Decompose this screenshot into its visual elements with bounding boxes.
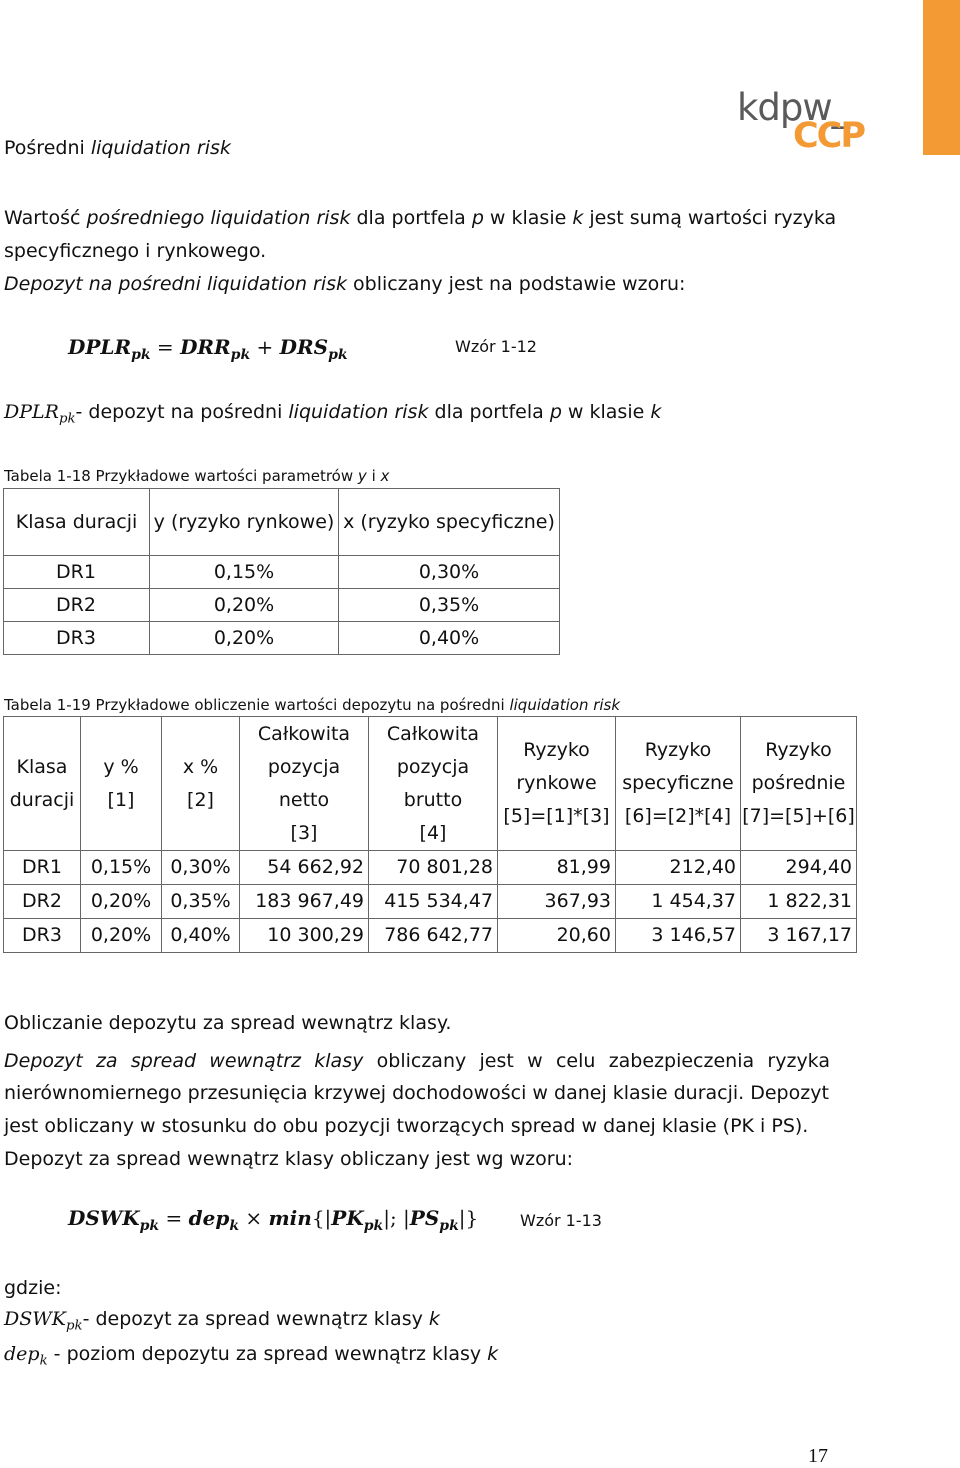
cell: 81,99: [498, 851, 616, 885]
cell: 0,40%: [339, 622, 560, 655]
cell: 70 801,28: [369, 851, 498, 885]
table-header-row: [4, 489, 560, 556]
formula-dswk: $DSWK_{pk} = dep_k \times \min\{|PK_{pk}|$; $|PS_{pk}|$}: [68, 1206, 479, 1234]
definition-dplr: $DPLR_{pk}-$ depozyt na pośredni liquidation risk dla portfela p w klasie k: [4, 401, 662, 427]
cell: 0,15%: [150, 556, 339, 589]
calculation-table: [3, 716, 857, 953]
cell: 1 822,31: [741, 885, 857, 919]
cell: 0,35%: [162, 885, 240, 919]
cell: DR1: [4, 556, 150, 589]
table-row: [4, 851, 857, 885]
cell: 20,60: [498, 919, 616, 953]
header-cell: Całkowita pozycja netto [3]: [240, 717, 369, 851]
cell: 212,40: [616, 851, 741, 885]
where-label: gdzie:: [4, 1277, 62, 1299]
header-cell: Klasa duracji: [4, 489, 150, 556]
cell: DR2: [4, 589, 150, 622]
cell: 10 300,29: [240, 919, 369, 953]
cell: 0,30%: [162, 851, 240, 885]
paragraph-2: Depozyt na pośredni liquidation risk obliczany jest na podstawie wzoru:: [4, 273, 686, 295]
definition-dep: dep$_k$ - poziom depozytu za spread wewnątrz klasy k: [4, 1343, 499, 1369]
table-caption-1-18: Tabela 1-18 Przykładowe wartości parametrów y i x: [4, 467, 390, 485]
table-caption-1-19: Tabela 1-19 Przykładowe obliczenie wartości depozytu na pośredni liquidation risk: [4, 696, 621, 714]
paragraph-1-line2: specyficznego i rynkowego.: [4, 240, 267, 262]
cell: 0,20%: [150, 589, 339, 622]
brand-color-bar: [923, 0, 960, 155]
section-heading: Pośredni liquidation risk: [4, 137, 231, 159]
cell: 415 534,47: [369, 885, 498, 919]
table-row: [4, 885, 857, 919]
table-row: [4, 556, 560, 589]
ccp-logo-text: CCP: [793, 116, 865, 156]
section-2-line1: Depozyt za spread wewnątrz klasy obliczany jest w celu zabezpieczenia ryzyka: [4, 1050, 830, 1072]
cell: DR3: [4, 919, 81, 953]
header-cell: Ryzyko specyficzne [6]=[2]*[4]: [616, 717, 741, 851]
formula-label-1-12: Wzór 1-12: [455, 337, 537, 356]
table-row: [4, 919, 857, 953]
cell: 0,15%: [81, 851, 162, 885]
cell: 54 662,92: [240, 851, 369, 885]
cell: 3 167,17: [741, 919, 857, 953]
table-row: [4, 622, 560, 655]
section-2-line3: jest obliczany w stosunku do obu pozycji tworzących spread w danej klasie (PK i PS).: [4, 1115, 809, 1137]
page-number: 17: [808, 1445, 828, 1467]
header-cell: y % [1]: [81, 717, 162, 851]
header-cell: Ryzyko pośrednie [7]=[5]+[6]: [741, 717, 857, 851]
cell: 183 967,49: [240, 885, 369, 919]
table-row: [4, 589, 560, 622]
paragraph-1: Wartość pośredniego liquidation risk dla portfela p w klasie k jest sumą wartości ryzyka: [4, 207, 837, 229]
cell: DR2: [4, 885, 81, 919]
cell: 3 146,57: [616, 919, 741, 953]
definition-dswk: $DSWK_{pk}-$ depozyt za spread wewnątrz klasy k: [4, 1308, 440, 1334]
section-2-line2: nierównomiernego przesunięcia krzywej dochodowości w danej klasie duracji. Depozyt: [4, 1082, 829, 1104]
cell: 367,93: [498, 885, 616, 919]
table-header-row: [4, 717, 857, 851]
cell: 0,20%: [81, 885, 162, 919]
header-cell: Klasa duracji: [4, 717, 81, 851]
section-2-heading: Obliczanie depozytu za spread wewnątrz klasy.: [4, 1012, 452, 1034]
cell: 294,40: [741, 851, 857, 885]
parameters-table: [3, 488, 560, 655]
formula-dplr: $DPLR_{pk} = DRR_{pk} + DRS_{pk}$: [68, 335, 348, 363]
cell: 0,20%: [150, 622, 339, 655]
header-cell: y (ryzyko rynkowe): [150, 489, 339, 556]
cell: DR1: [4, 851, 81, 885]
cell: 0,40%: [162, 919, 240, 953]
header-cell: Ryzyko rynkowe [5]=[1]*[3]: [498, 717, 616, 851]
section-2-line4: Depozyt za spread wewnątrz klasy obliczany jest wg wzoru:: [4, 1148, 574, 1170]
cell: 1 454,37: [616, 885, 741, 919]
header-cell: x % [2]: [162, 717, 240, 851]
cell: 786 642,77: [369, 919, 498, 953]
header-cell: x (ryzyko specyficzne): [339, 489, 560, 556]
formula-label-1-13: Wzór 1-13: [520, 1211, 602, 1230]
cell: DR3: [4, 622, 150, 655]
header-cell: Całkowita pozycja brutto [4]: [369, 717, 498, 851]
cell: 0,20%: [81, 919, 162, 953]
cell: 0,35%: [339, 589, 560, 622]
kdpw-logo-text: kdpw_: [737, 86, 850, 129]
cell: 0,30%: [339, 556, 560, 589]
